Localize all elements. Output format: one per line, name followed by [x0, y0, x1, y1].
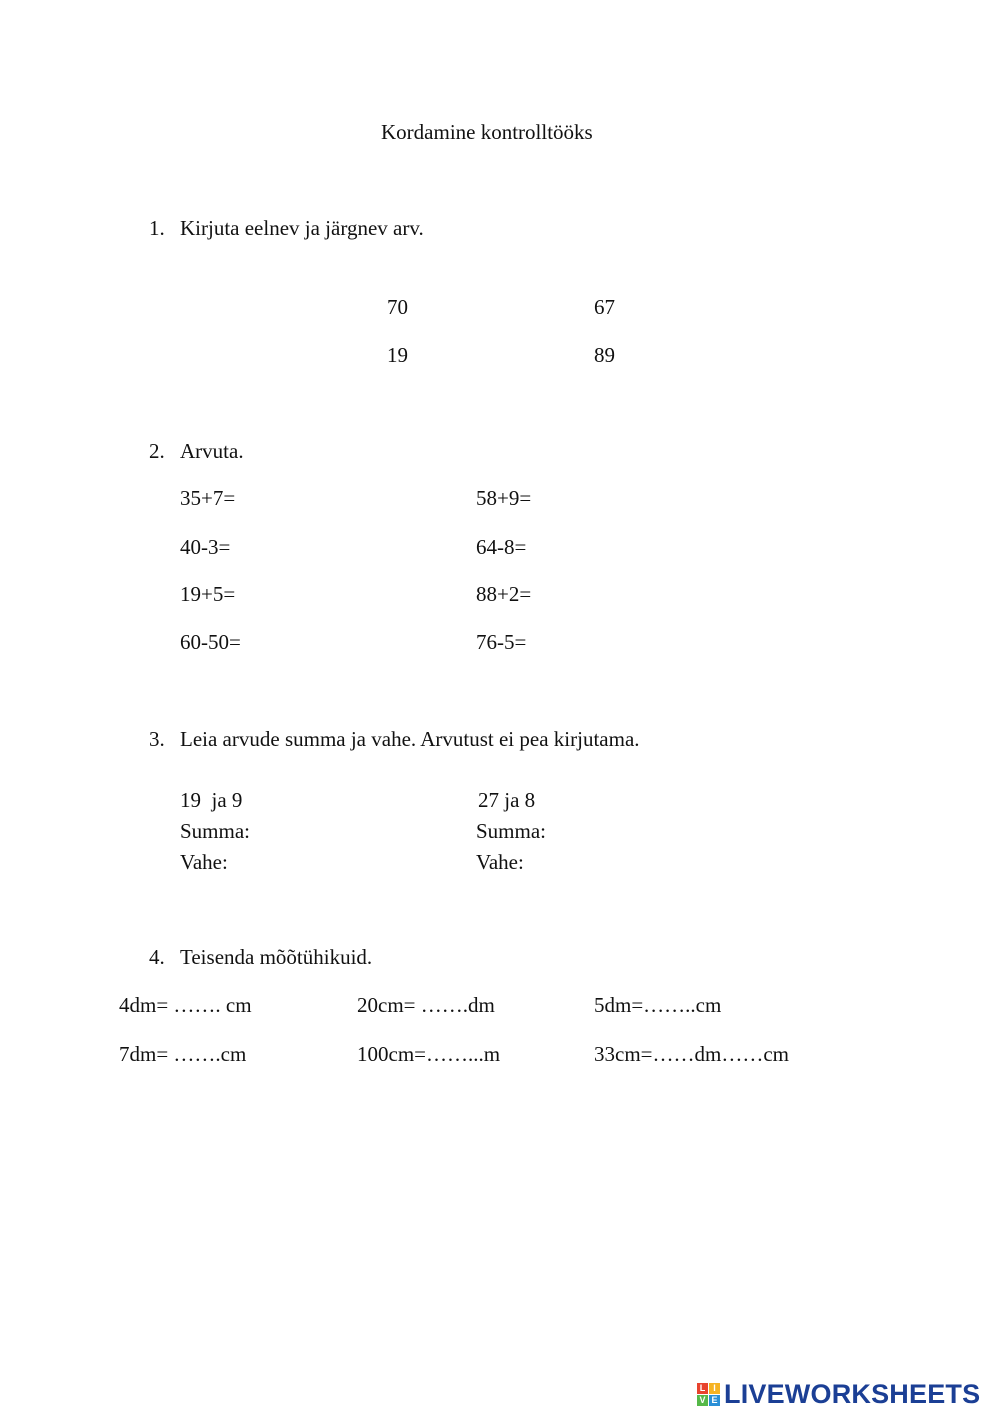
task-4-conversion: 5dm=……..cm	[594, 993, 722, 1017]
task-3-pair: 27 ja 8	[478, 788, 536, 812]
task-2-expression: 35+7=	[180, 486, 236, 510]
task-1-number-item: 70	[387, 295, 408, 319]
logo-letter: L	[697, 1383, 708, 1394]
task-3-number: 3.	[149, 727, 165, 751]
task-2-expression: 64-8=	[476, 535, 527, 559]
task-3-diff-label: Vahe:	[180, 850, 228, 874]
task-4-conversion: 20cm= …….dm	[357, 993, 495, 1017]
task-1-number-item: 67	[594, 295, 615, 319]
task-2-instruction: Arvuta.	[180, 439, 244, 463]
task-2-number: 2.	[149, 439, 165, 463]
task-4-number: 4.	[149, 945, 165, 969]
task-1-instruction: Kirjuta eelnev ja järgnev arv.	[180, 216, 424, 240]
task-1-number-item: 19	[387, 343, 408, 367]
liveworksheets-logo	[697, 1378, 980, 1410]
task-3-pair: 19 ja 9	[180, 788, 243, 812]
task-2-expression: 19+5=	[180, 582, 236, 606]
task-2-expression: 76-5=	[476, 630, 527, 654]
task-2-expression: 58+9=	[476, 486, 532, 510]
task-2-expression: 88+2=	[476, 582, 532, 606]
task-4-conversion: 100cm=……...m	[357, 1042, 501, 1066]
task-4-instruction: Teisenda mõõtühikuid.	[180, 945, 373, 969]
task-4-conversion: 4dm= ……. cm	[119, 993, 252, 1017]
task-2-expression: 60-50=	[180, 630, 241, 654]
task-1-number: 1.	[149, 216, 165, 240]
task-3-sum-label: Summa:	[476, 819, 547, 843]
task-3-instruction: Leia arvude summa ja vahe. Arvutust ei pea kirjutama.	[180, 727, 640, 751]
logo-letter: V	[697, 1395, 708, 1406]
logo-letter: I	[709, 1383, 720, 1394]
logo-mark-icon	[697, 1383, 720, 1406]
logo-letter: E	[709, 1395, 720, 1406]
task-1-number-item: 89	[594, 343, 615, 367]
logo-text: LIVEWORKSHEETS	[724, 1378, 981, 1409]
task-2-expression: 40-3=	[180, 535, 231, 559]
task-4-conversion: 33cm=……dm……cm	[594, 1042, 789, 1066]
page-title: Kordamine kontrolltööks	[381, 120, 593, 144]
task-4-conversion: 7dm= …….cm	[119, 1042, 247, 1066]
task-3-diff-label: Vahe:	[476, 850, 524, 874]
task-3-sum-label: Summa:	[180, 819, 251, 843]
